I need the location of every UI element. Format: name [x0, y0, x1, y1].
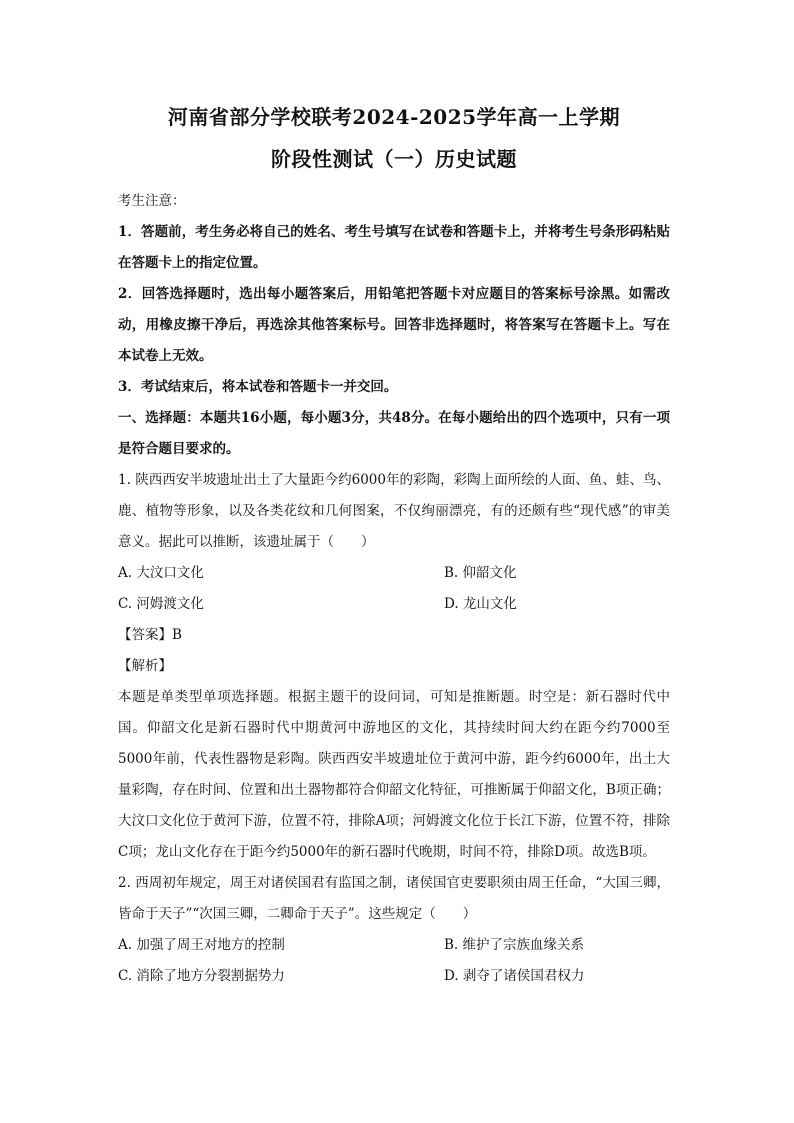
section-instruction: 一、选择题：本题共16小题，每小题3分，共48分。在每小题给出的四个选项中，只有一项是符合题目要求的。 [118, 410, 670, 457]
exam-title: 河南省部分学校联考2024-2025学年高一上学期 [167, 105, 621, 129]
question-1-answer: 【答案】B [118, 627, 182, 643]
question-1-analysis: 本题是单类型单项选择题。根据主题干的设问词，可知是推断题。时空是：新石器时代中国。仰韶文化是新石器时代中期黄河中游地区的文化，其持续时间大约在距今约7000至5000年前，代表性器物是彩陶。陕西西安半坡遗址位于黄河中游，距今约6000年，出土大量彩陶，存在时间、位置和出土器物都符合仰韶文化特征，可推断属于仰韶文化，B项正确；大汶口文化位于黄河下游，位置不符，排除A项；河姆渡文化位于长江下游，位置不符，排除C项；龙山文化存在于距今约5000年的新石器时代晚期，时间不符，排除D项。故选B项。 [118, 689, 670, 860]
question-1-option-d: D. 龙山文化 [444, 596, 517, 612]
question-2-option-c: C. 消除了地方分裂割据势力 [118, 968, 285, 984]
notice-item-2: 2．回答选择题时，选出每小题答案后，用铅笔把答题卡对应题目的答案标号涂黑。如需改动，用橡皮擦干净后，再选涂其他答案标号。回答非选择题时，将答案写在答题卡上。写在本试卷上无效。 [118, 286, 670, 364]
question-2-option-b: B. 维护了宗族血缘关系 [444, 937, 585, 953]
question-1-options-row-1 [118, 558, 670, 589]
question-1-option-a: A. 大汶口文化 [118, 565, 204, 581]
question-2-options-row-1 [118, 930, 670, 961]
notice-item-1: 1．答题前，考生务必将自己的姓名、考生号填写在试卷和答题卡上，并将考生号条形码粘贴在答题卡上的指定位置。 [118, 224, 670, 271]
question-2-option-d: D. 剥夺了诸侯国君权力 [444, 968, 585, 984]
question-2-option-a: A. 加强了周王对地方的控制 [118, 937, 285, 953]
question-2-options-row-2 [118, 961, 670, 992]
exam-subtitle: 阶段性测试（一）历史试题 [271, 147, 517, 171]
question-1-option-b: B. 仰韶文化 [444, 565, 517, 581]
question-2-stem: 2. 西周初年规定，周王对诸侯国君有监国之制，诸侯国官吏要职须由周王任命，“大国三卿，皆命于天子”“次国三卿，二卿命于天子”。这些规定（ ） [118, 875, 670, 922]
question-1-option-c: C. 河姆渡文化 [118, 596, 204, 612]
notice-heading: 考生注意： [118, 193, 186, 209]
notice-item-3: 3．考试结束后，将本试卷和答题卡一并交回。 [118, 379, 398, 395]
question-1-stem: 1. 陕西西安半坡遗址出土了大量距今约6000年的彩陶，彩陶上面所绘的人面、鱼、蛙、鸟、鹿、植物等形象，以及各类花纹和几何图案，不仅绚丽漂亮，有的还颇有些“现代感”的审美意义。据此可以推断，该遗址属于（ ） [118, 472, 670, 550]
question-1-options-row-2 [118, 589, 670, 620]
exam-page [118, 100, 670, 992]
question-1-analysis-label: 【解析】 [118, 658, 172, 674]
